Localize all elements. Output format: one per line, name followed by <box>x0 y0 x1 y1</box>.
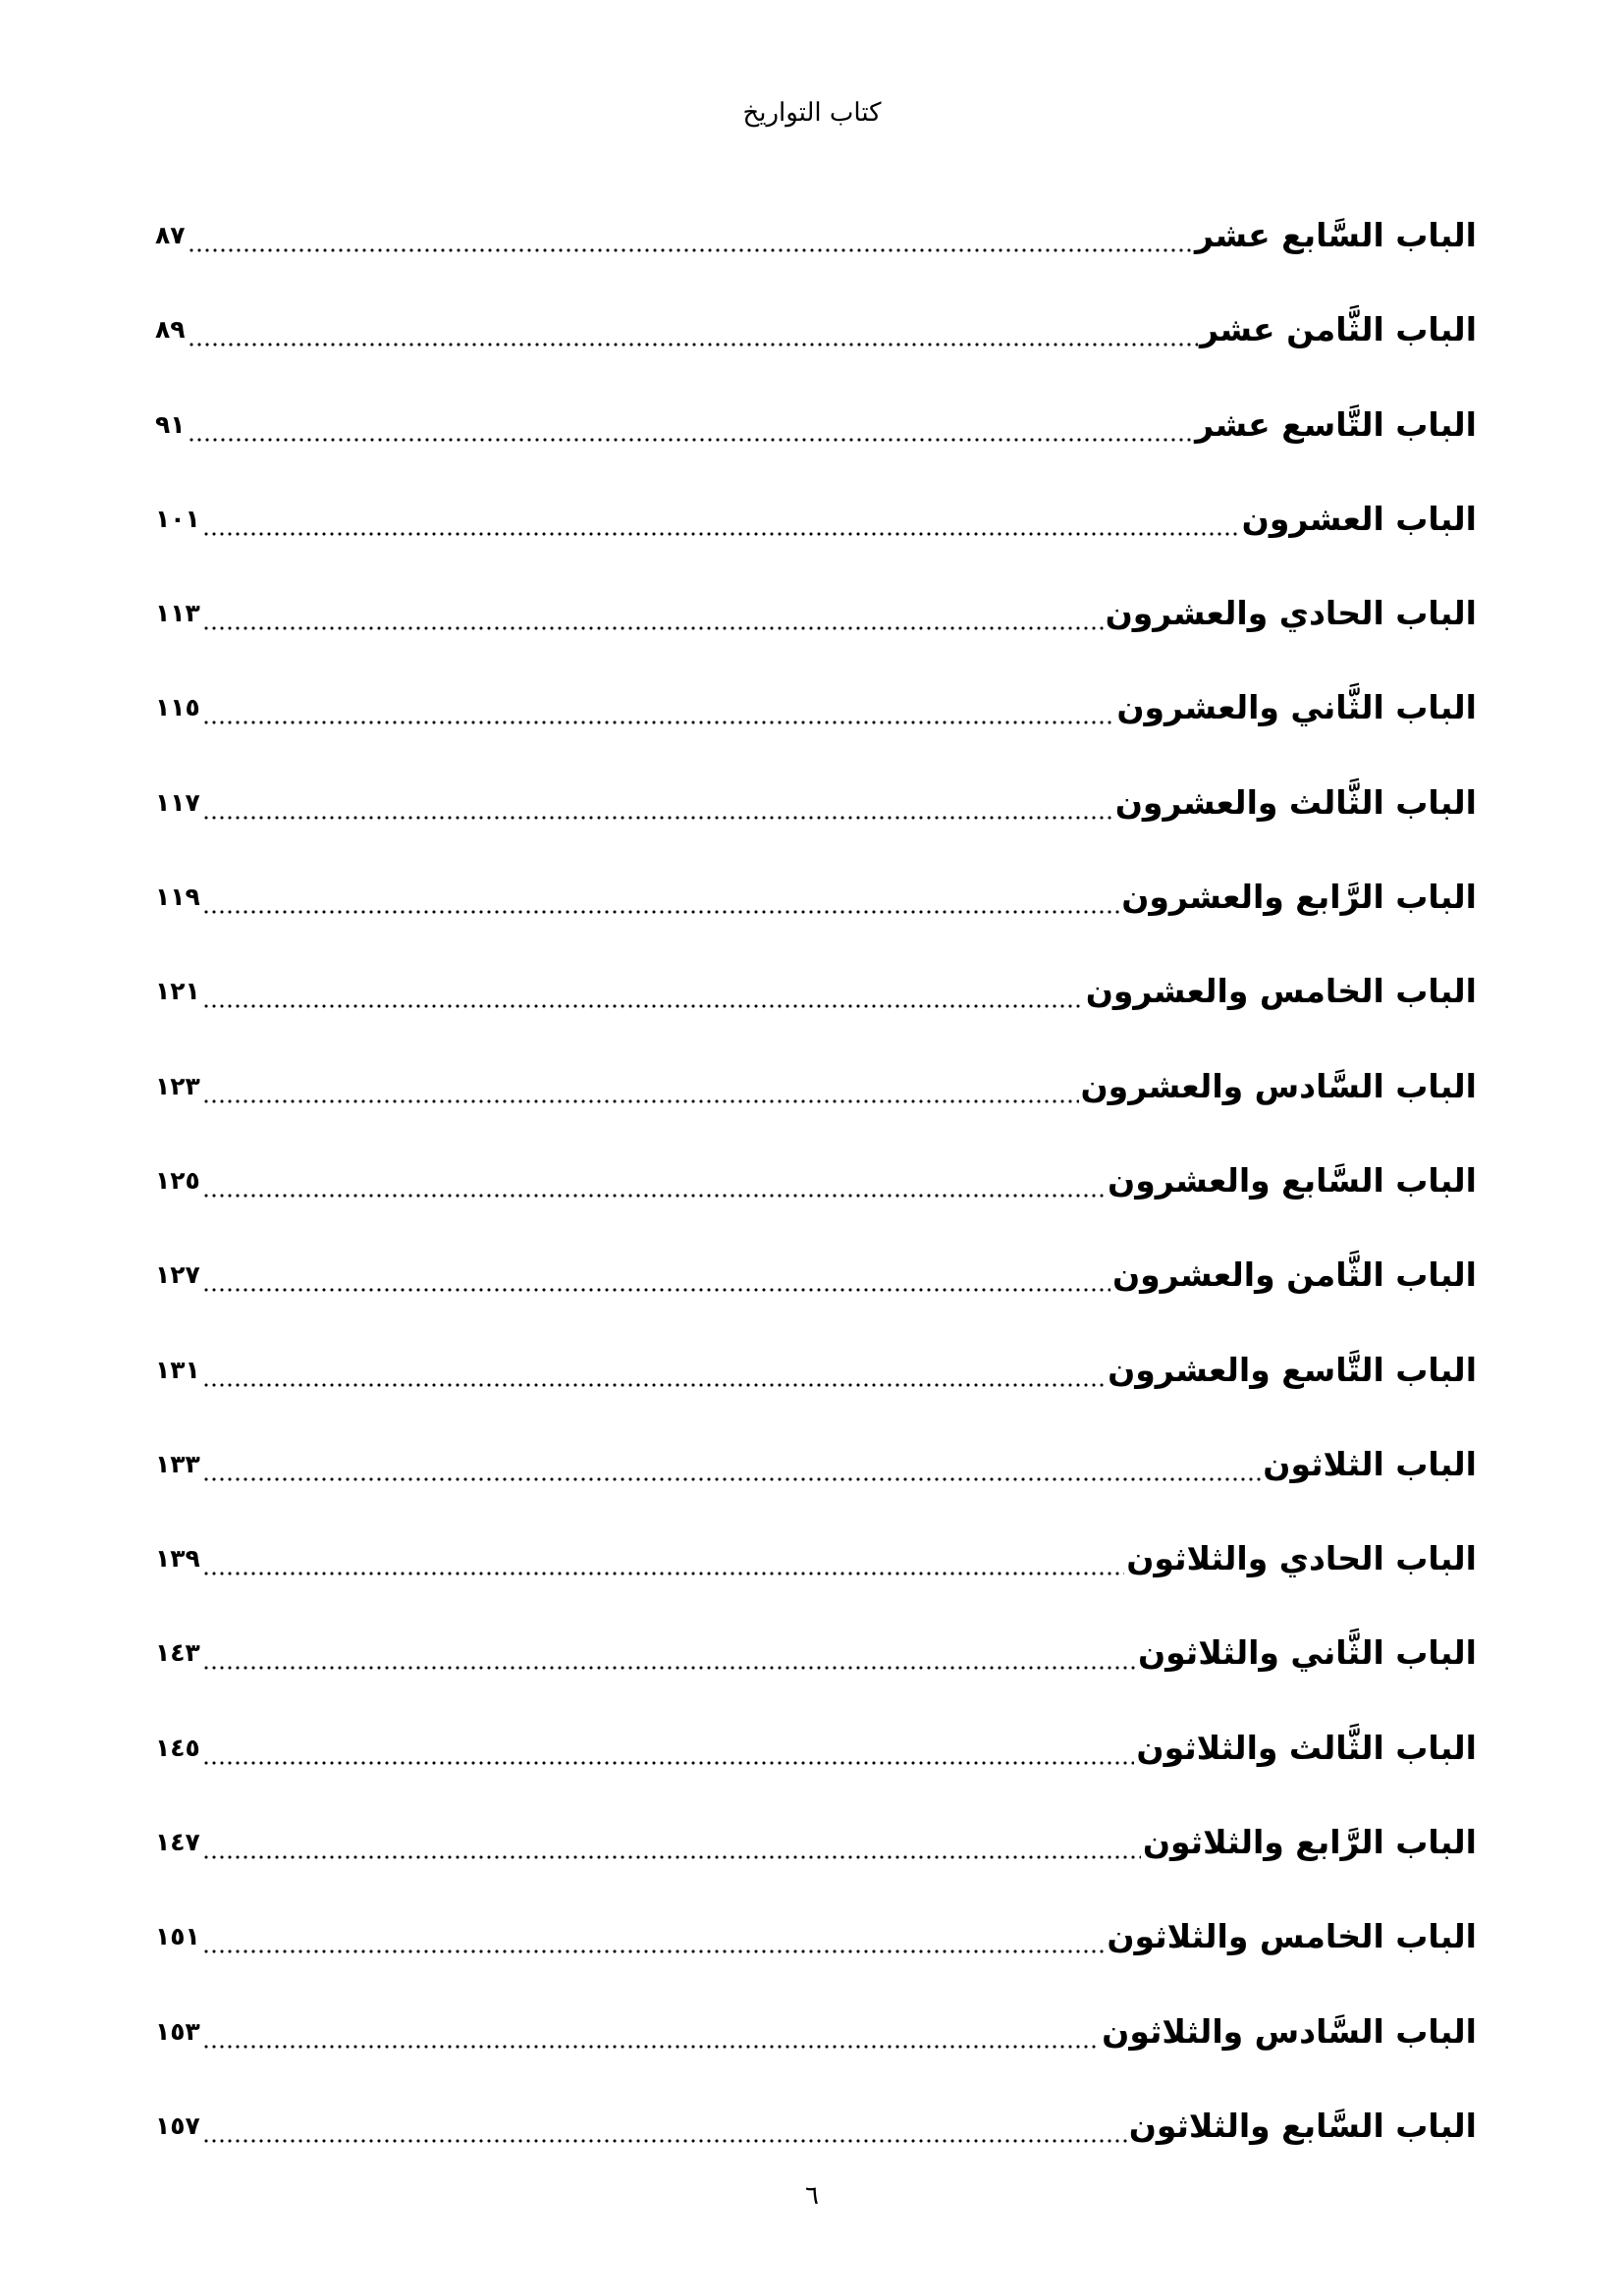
toc-leader-dots <box>202 1057 1079 1116</box>
toc-entry-title: الباب الثَّالث والثلاثون <box>1136 1728 1477 1767</box>
toc-entry-title: الباب السَّادس والثلاثون <box>1102 2011 1477 2051</box>
toc-entry-page: ٨٩ <box>155 315 186 345</box>
toc-leader-dots <box>202 1813 1141 1872</box>
toc-leader-dots <box>202 1529 1124 1588</box>
toc-entry-page: ١٢٣ <box>155 1071 200 1100</box>
toc-entry-page: ١٢١ <box>155 977 200 1006</box>
toc-entry <box>155 1151 1477 1246</box>
toc-leader-dots <box>202 868 1119 927</box>
toc-entry-page: ٨٧ <box>155 221 186 249</box>
toc-entry <box>155 1907 1477 2002</box>
toc-entry <box>155 490 1477 584</box>
toc-entry-title: الباب العشرون <box>1241 499 1477 538</box>
toc-entry-title: الباب الثَّاني والثلاثون <box>1137 1633 1477 1673</box>
toc-leader-dots <box>202 1907 1106 1966</box>
toc-entry <box>155 1057 1477 1151</box>
toc-leader-dots <box>202 584 1104 643</box>
toc-leader-dots <box>202 1341 1106 1400</box>
toc-entry <box>155 868 1477 962</box>
toc-entry <box>155 2002 1477 2097</box>
toc-entry-title: الباب التَّاسع والعشرون <box>1108 1350 1477 1389</box>
toc-entry-title: الباب الثَّامن عشر <box>1199 310 1477 349</box>
toc-leader-dots <box>188 396 1194 454</box>
running-header: كتاب التواريخ <box>742 98 882 128</box>
toc-leader-dots <box>202 1246 1110 1305</box>
toc-leader-dots <box>202 962 1084 1021</box>
toc-entry-page: ٩١ <box>155 409 186 439</box>
toc-entry-page: ١٣١ <box>155 1355 200 1384</box>
toc-entry-title: الباب الخامس والعشرون <box>1085 972 1477 1011</box>
toc-leader-dots <box>202 1151 1106 1210</box>
toc-entry-title: الباب السَّادس والعشرون <box>1080 1066 1477 1105</box>
toc-entry-page: ١٥٣ <box>155 2016 200 2046</box>
toc-entry <box>155 774 1477 868</box>
toc-entry-page: ١٣٣ <box>155 1449 200 1478</box>
toc-entry-page: ١٥١ <box>155 1922 200 1951</box>
toc-leader-dots <box>202 2002 1100 2061</box>
page-number: ٦ <box>805 2181 819 2211</box>
toc-entry-title: الباب الرَّابع والعشرون <box>1121 878 1477 917</box>
toc-entry-page: ١٥٧ <box>155 2110 200 2140</box>
toc-leader-dots <box>202 1624 1136 1682</box>
toc-entry-page: ١٣٩ <box>155 1544 200 1574</box>
toc-leader-dots <box>188 206 1194 265</box>
toc-leader-dots <box>202 490 1240 549</box>
toc-leader-dots <box>202 678 1115 737</box>
toc-leader-dots <box>202 774 1113 832</box>
toc-entry-page: ١١٥ <box>155 693 200 722</box>
toc-entry <box>155 962 1477 1056</box>
toc-entry-title: الباب الثَّامن والعشرون <box>1111 1255 1477 1295</box>
toc-leader-dots <box>188 300 1198 359</box>
toc-entry-page: ١١٩ <box>155 882 200 912</box>
toc-leader-dots <box>202 1719 1135 1778</box>
toc-entry <box>155 1624 1477 1718</box>
toc-entry <box>155 1529 1477 1624</box>
toc-entry <box>155 1341 1477 1435</box>
toc-entry <box>155 1813 1477 1907</box>
toc-entry-title: الباب الحادي والثلاثون <box>1126 1539 1477 1578</box>
toc-entry-page: ١٢٧ <box>155 1260 200 1290</box>
toc-entry-page: ١١٣ <box>155 599 200 628</box>
toc-entry-title: الباب الثَّالث والعشرون <box>1114 782 1477 822</box>
toc-entry <box>155 396 1477 490</box>
toc-entry-title: الباب الرَّابع والثلاثون <box>1142 1823 1477 1862</box>
toc-entry-page: ١٠١ <box>155 504 200 533</box>
toc-entry <box>155 1719 1477 1813</box>
toc-entry-title: الباب الحادي والعشرون <box>1105 594 1477 633</box>
toc-leader-dots <box>202 1435 1262 1494</box>
toc-entry <box>155 2097 1477 2191</box>
toc-entry-page: ١٤٣ <box>155 1638 200 1668</box>
toc-entry-page: ١٢٥ <box>155 1165 200 1195</box>
toc-entry-title: الباب السَّابع عشر <box>1195 216 1477 254</box>
toc-entry <box>155 206 1477 300</box>
toc-entry-title: الباب السَّابع والثلاثون <box>1128 2106 1477 2145</box>
toc-entry <box>155 584 1477 678</box>
toc-entry-title: الباب التَّاسع عشر <box>1195 404 1477 444</box>
toc-leader-dots <box>202 2097 1127 2156</box>
toc-entry <box>155 300 1477 395</box>
toc-entry-page: ١٤٧ <box>155 1828 200 1857</box>
toc-entry-page: ١١٧ <box>155 787 200 817</box>
table-of-contents <box>155 206 1477 2191</box>
toc-entry-title: الباب السَّابع والعشرون <box>1108 1160 1477 1200</box>
toc-entry <box>155 678 1477 773</box>
toc-entry-title: الباب الثلاثون <box>1263 1444 1477 1483</box>
toc-entry-title: الباب الخامس والثلاثون <box>1107 1917 1477 1956</box>
toc-entry <box>155 1435 1477 1529</box>
toc-entry <box>155 1246 1477 1340</box>
toc-entry-title: الباب الثَّاني والعشرون <box>1116 688 1477 727</box>
toc-entry-page: ١٤٥ <box>155 1733 200 1762</box>
